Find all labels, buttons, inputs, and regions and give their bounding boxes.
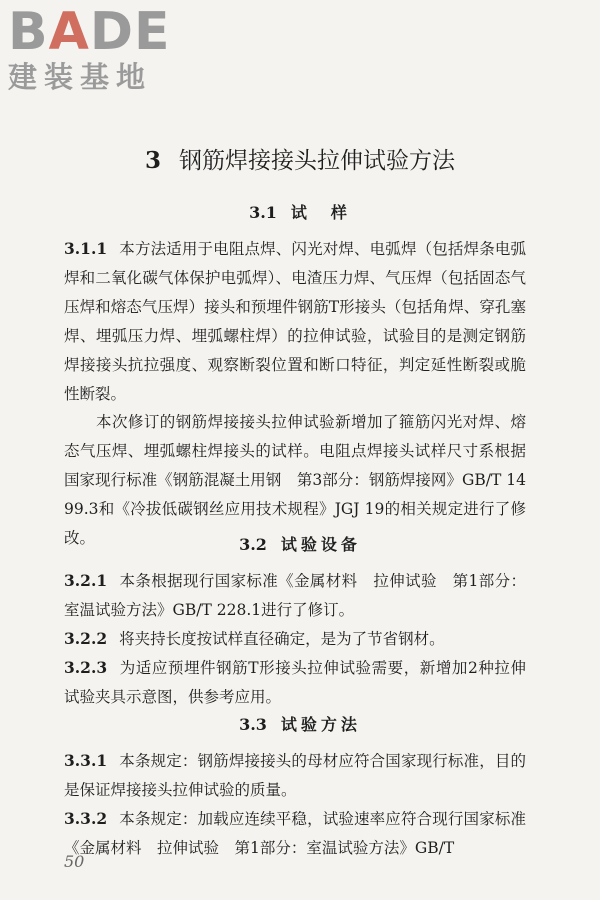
paragraph-3-2-3 bbox=[64, 653, 526, 712]
logo-wordmark bbox=[8, 4, 178, 60]
clause-number: 3.2.3 bbox=[64, 658, 108, 677]
clause-number: 3.2.1 bbox=[64, 571, 108, 590]
page-number: 50 bbox=[64, 852, 85, 871]
clause-number: 3.3.2 bbox=[64, 809, 108, 828]
paragraph-text: 本次修订的钢筋焊接接头拉伸试验新增加了箍筋闪光对焊、熔态气压焊、埋弧螺柱焊接头的试样。电阻点焊接头试样尺寸系根据国家现行标准《钢筋混凝土用钢 第3部分：钢筋焊接网》GB/T 1499.3和《冷拔低碳钢丝应用技术规程》JGJ 19的相关规定进行了修改。 bbox=[64, 413, 526, 547]
section-heading-3-3 bbox=[0, 714, 600, 736]
bade-logo bbox=[8, 4, 178, 94]
section-title: 试验设备 bbox=[280, 535, 361, 554]
chapter-title bbox=[0, 146, 600, 176]
section-number: 3.1 bbox=[249, 203, 277, 222]
paragraph-text: 本条规定：钢筋焊接接头的母材应符合国家现行标准，目的是保证焊接接头拉伸试验的质量。 bbox=[64, 752, 526, 799]
clause-number: 3.3.1 bbox=[64, 751, 108, 770]
section-heading-3-1 bbox=[0, 202, 600, 224]
clause-number: 3.1.1 bbox=[64, 239, 108, 258]
section-number: 3.3 bbox=[239, 715, 267, 734]
paragraph-3-3-1 bbox=[64, 746, 526, 805]
paragraph-3-1-1 bbox=[64, 234, 526, 409]
paragraph-3-2-1 bbox=[64, 566, 526, 625]
paragraph-text: 为适应预埋件钢筋T形接头拉伸试验需要，新增加2种拉伸试验夹具示意图，供参考应用。 bbox=[64, 659, 526, 706]
paragraph-text: 本条规定：加载应连续平稳，试验速率应符合现行国家标准《金属材料 拉伸试验 第1部分：室温试验方法》GB/T bbox=[64, 810, 526, 857]
section-number: 3.2 bbox=[239, 535, 267, 554]
paragraph-3-2-2 bbox=[64, 624, 526, 654]
paragraph-text: 本条根据现行国家标准《金属材料 拉伸试验 第1部分：室温试验方法》GB/T 228.1进行了修订。 bbox=[64, 572, 526, 619]
section-title: 试验方法 bbox=[280, 715, 361, 734]
logo-letter-a: A bbox=[48, 2, 90, 62]
paragraph-3-3-2 bbox=[64, 804, 526, 863]
logo-letter-b: B bbox=[8, 2, 49, 62]
paragraph-text: 本方法适用于电阻点焊、闪光对焊、电弧焊（包括焊条电弧焊和二氧化碳气体保护电弧焊）、电渣压力焊、气压焊（包括固态气压焊和熔态气压焊）接头和预埋件钢筋T形接头（包括角焊、穿孔塞焊、埋弧压力焊、埋弧螺柱焊）的拉伸试验，试验目的是测定钢筋焊接接头抗拉强度、观察断裂位置和断口特征，判定延性断裂或脆性断裂。 bbox=[64, 240, 526, 403]
logo-letters-de: DE bbox=[89, 2, 171, 62]
logo-subtitle: 建装基地 bbox=[8, 60, 153, 94]
section-heading-3-2 bbox=[0, 534, 600, 556]
paragraph-text: 将夹持长度按试样直径确定，是为了节省钢材。 bbox=[119, 630, 445, 648]
chapter-number: 3 bbox=[144, 147, 161, 174]
paragraph-3-1-note bbox=[64, 408, 526, 553]
section-title: 试 样 bbox=[290, 203, 351, 222]
clause-number: 3.2.2 bbox=[64, 629, 108, 648]
chapter-title-text: 钢筋焊接接头拉伸试验方法 bbox=[179, 148, 455, 174]
